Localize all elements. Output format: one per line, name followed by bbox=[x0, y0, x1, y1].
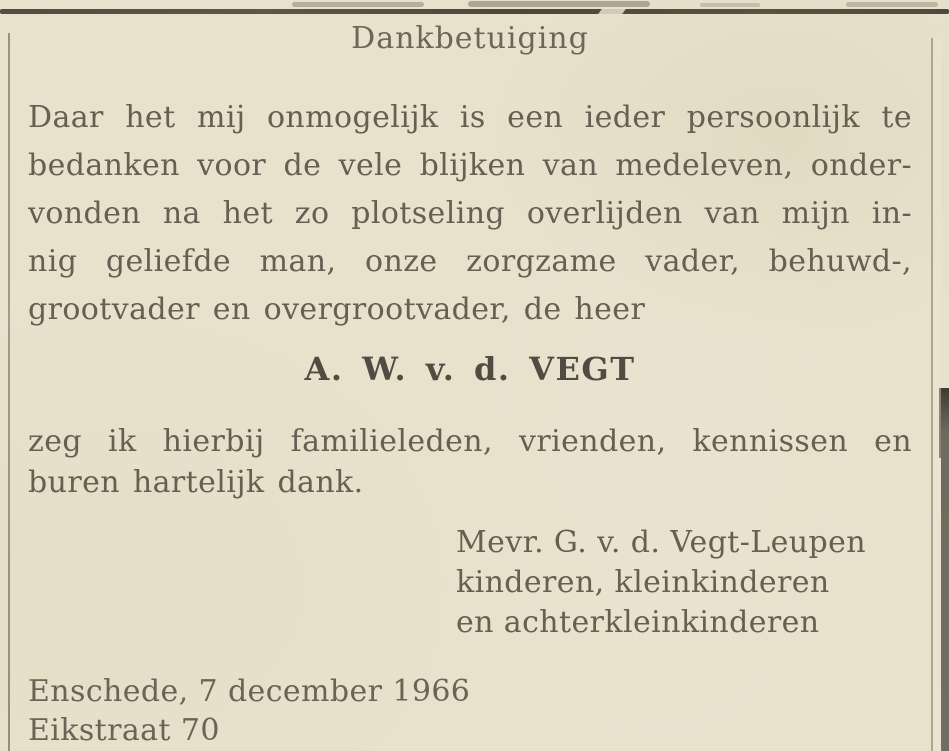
body-line: zeg ik hierbij familieleden, vrienden, kennissen en bbox=[28, 424, 912, 459]
body-paragraph-2 bbox=[28, 421, 912, 503]
body-line: buren hartelijk dank. bbox=[28, 465, 364, 500]
right-edge-scan-band bbox=[941, 388, 949, 751]
print-smudge bbox=[700, 3, 760, 7]
notice-title: Dankbetuiging bbox=[351, 21, 589, 56]
body-line: vonden na het zo plotseling overlijden van mijn in- bbox=[28, 196, 912, 231]
signature-line: Mevr. G. v. d. Vegt-Leupen bbox=[456, 525, 866, 560]
body-line: nig geliefde man, onze zorgzame vader, behuwd-, bbox=[28, 244, 912, 279]
notice-content bbox=[28, 22, 912, 750]
rule-notch bbox=[597, 7, 627, 16]
footer-block bbox=[28, 672, 912, 750]
body-paragraph-1 bbox=[28, 94, 912, 334]
body-line: Daar het mij onmogelijk is een ieder persoonlijk te bbox=[28, 100, 912, 135]
deceased-name: A. W. v. d. VEGT bbox=[304, 350, 636, 388]
signature-line: en achterkleinkinderen bbox=[456, 605, 820, 640]
top-horizontal-rule bbox=[0, 9, 949, 14]
address-line: Eikstraat 70 bbox=[28, 713, 220, 748]
right-column-rule bbox=[931, 38, 933, 751]
print-smudge bbox=[292, 2, 424, 7]
print-smudge bbox=[846, 2, 938, 7]
body-line: grootvader en overgrootvader, de heer bbox=[28, 292, 646, 327]
body-line: bedanken voor de vele blijken van medeleven, onder- bbox=[28, 148, 912, 183]
signature-block bbox=[456, 523, 912, 643]
signature-line: kinderen, kleinkinderen bbox=[456, 565, 830, 600]
left-column-rule bbox=[8, 33, 10, 751]
place-date-line: Enschede, 7 december 1966 bbox=[28, 674, 471, 709]
